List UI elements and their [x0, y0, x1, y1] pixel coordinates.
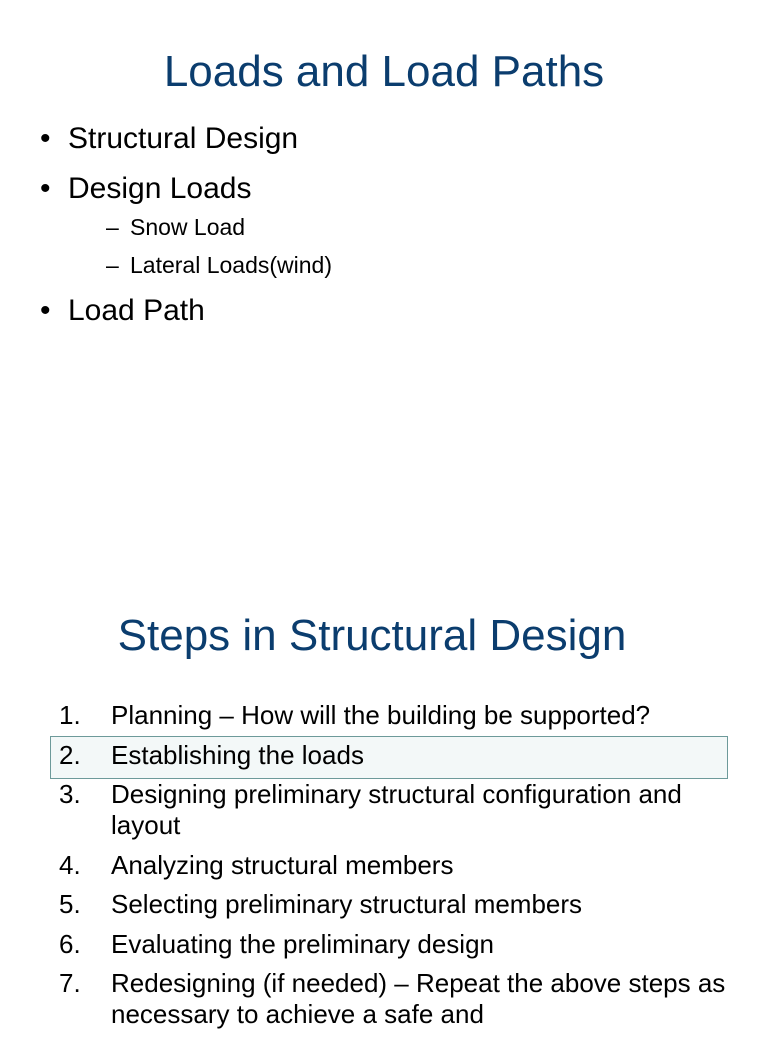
- step-number: 1.: [59, 700, 81, 730]
- slide-title: Loads and Load Paths: [163, 47, 605, 96]
- step-item: [0, 779, 768, 841]
- slide-steps-in-structural-design: [0, 512, 768, 1029]
- step-text: Analyzing structural members: [111, 849, 454, 880]
- step-item: [0, 700, 768, 731]
- step-item-highlighted: [0, 740, 768, 771]
- steps-list: [0, 700, 768, 1039]
- step-item: [0, 850, 768, 881]
- step-number: 6.: [59, 928, 81, 959]
- sub-bullet-text: Snow Load: [130, 214, 246, 240]
- step-number: 7.: [59, 968, 81, 998]
- step-text: Redesigning (if needed) – Repeat the above steps as necessary to achieve a safe and: [111, 968, 726, 1029]
- dash-icon: –: [106, 214, 119, 240]
- step-item: [0, 968, 768, 1030]
- step-text: Designing preliminary structural configuration and layout: [111, 779, 682, 840]
- dash-icon: –: [106, 252, 119, 278]
- bullet-text: Structural Design: [68, 122, 299, 155]
- bullet-dot-icon: •: [40, 294, 51, 327]
- bullet-text: Design Loads: [68, 172, 252, 205]
- step-text: Establishing the loads: [111, 739, 364, 770]
- sub-bullet-item: [68, 250, 332, 280]
- bullet-item: [40, 120, 332, 158]
- slide-loads-and-load-paths: [0, 0, 768, 512]
- step-number: 4.: [59, 849, 81, 880]
- step-text: Evaluating the preliminary design: [111, 928, 494, 959]
- bullet-dot-icon: •: [40, 172, 51, 205]
- step-number: 2.: [59, 739, 81, 770]
- sub-bullet-list: [68, 212, 332, 280]
- step-text: Selecting preliminary structural members: [111, 889, 583, 919]
- step-item: [0, 889, 768, 920]
- slide-title: Steps in Structural Design: [117, 611, 627, 660]
- bullet-text: Load Path: [68, 294, 205, 327]
- sub-bullet-item: [68, 212, 332, 242]
- step-number: 5.: [59, 889, 81, 919]
- sub-bullet-text: Lateral Loads(wind): [130, 252, 333, 278]
- bullet-dot-icon: •: [40, 122, 51, 155]
- bullet-item: [40, 170, 332, 280]
- step-number: 3.: [59, 779, 81, 809]
- bullet-item: [40, 292, 332, 330]
- step-item: [0, 929, 768, 960]
- bullet-list: [40, 120, 332, 342]
- step-text: Planning – How will the building be supported?: [111, 700, 651, 730]
